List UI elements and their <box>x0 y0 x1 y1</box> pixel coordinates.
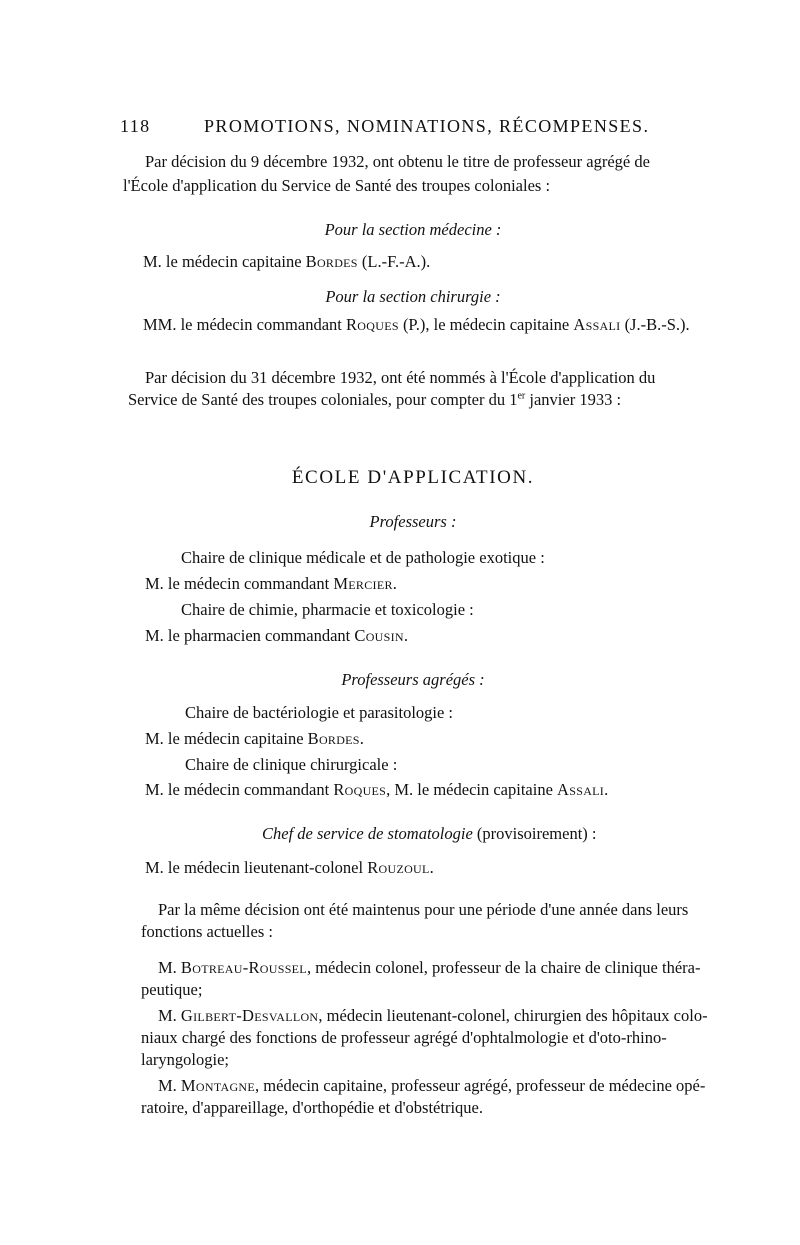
entry-2-line-2: niaux chargé des fonctions de professeur agrégé d'ophtalmologie et d'oto-rhino- <box>141 1028 667 1047</box>
para2-line1: Par décision du 31 décembre 1932, ont été nommés à l'École d'application du <box>145 368 656 387</box>
holder-name: Bordes <box>305 252 358 271</box>
professeurs-chair-2: Chaire de chimie, pharmacie et toxicologie : <box>181 600 474 619</box>
page-number: 118 <box>120 116 151 136</box>
holder-name: Rouzoul <box>367 858 430 877</box>
agreges-holder-1 <box>145 727 364 751</box>
holder-middle: , M. le médecin capitaine <box>386 780 558 799</box>
para2-line2 <box>128 388 621 412</box>
holder-prefix: M. le pharmacien commandant <box>145 626 355 645</box>
holder-name: Cousin <box>354 626 404 645</box>
para3-line2: fonctions actuelles : <box>141 922 273 941</box>
agreges-heading: Professeurs agrégés : <box>341 670 485 689</box>
holder-name-2: Assali <box>557 780 605 799</box>
para1-line1: Par décision du 9 décembre 1932, ont obtenu le titre de professeur agrégé de <box>145 152 650 171</box>
holder-suffix: . <box>429 858 434 877</box>
entry-3-line-1 <box>158 1074 705 1098</box>
holder-name-1: Roques <box>346 315 399 334</box>
holder-prefix: M. le médecin capitaine <box>145 729 308 748</box>
entry-prefix: M. <box>158 1006 181 1025</box>
entry-prefix: M. <box>158 1076 181 1095</box>
section-medecine-holder <box>143 250 430 274</box>
section-chirurgie-heading: Pour la section chirurgie : <box>325 287 501 306</box>
professeurs-chair-1: Chaire de clinique médicale et de pathologie exotique : <box>181 548 545 567</box>
holder-prefix: M. le médecin capitaine <box>143 252 306 271</box>
holder-name: Mercier <box>333 574 393 593</box>
para2-line2-end: janvier 1933 : <box>525 390 622 409</box>
holder-suffix: . <box>392 574 397 593</box>
ecole-heading: ÉCOLE D'APPLICATION. <box>291 467 535 488</box>
stomatologie-holder <box>145 856 434 880</box>
entry-3-line-2: ratoire, d'appareillage, d'orthopédie et d'obstétrique. <box>141 1098 483 1117</box>
holder-suffix: . <box>604 780 609 799</box>
agreges-chair-1: Chaire de bactériologie et parasitologie : <box>185 703 454 722</box>
stomatologie-heading-rest: (provisoirement) : <box>472 824 597 843</box>
entry-name: Gilbert-Desvallon <box>180 1006 319 1025</box>
holders-suffix: (J.-B.-S.). <box>620 315 690 334</box>
professeurs-heading: Professeurs : <box>369 512 457 531</box>
holder-prefix: M. le médecin commandant <box>145 574 334 593</box>
holder-suffix: . <box>359 729 364 748</box>
para2-line2-start: Service de Santé des troupes coloniales, pour compter du 1 <box>128 390 518 409</box>
professeurs-holder-2 <box>145 624 408 648</box>
holder-name: Bordes <box>307 729 360 748</box>
entry-1-line-2: peutique; <box>141 980 203 999</box>
section-medecine-heading: Pour la section médecine : <box>324 220 502 239</box>
stomatologie-heading-italic: Chef de service de stomatologie <box>262 824 473 843</box>
holder-prefix: M. le médecin commandant <box>145 780 334 799</box>
holder-suffix: . <box>403 626 408 645</box>
holder-suffix: (L.-F.-A.). <box>357 252 431 271</box>
entry-1-line-1 <box>158 956 700 980</box>
agreges-chair-2: Chaire de clinique chirurgicale : <box>185 755 398 774</box>
entry-text: , médecin lieutenant-colonel, chirurgien des hôpitaux colo- <box>318 1006 708 1025</box>
holders-prefix: MM. le médecin commandant <box>143 315 346 334</box>
holder-name-2: Assali <box>573 315 621 334</box>
ordinal-superscript: er <box>517 390 526 402</box>
entry-name: Montagne <box>180 1076 256 1095</box>
entry-text: , médecin capitaine, professeur agrégé, professeur de médecine opé- <box>255 1076 706 1095</box>
running-head-title: PROMOTIONS, NOMINATIONS, RÉCOMPENSES. <box>204 116 650 136</box>
para1-line2: l'École d'application du Service de Santé des troupes coloniales : <box>123 176 551 195</box>
holders-middle: (P.), le médecin capitaine <box>398 315 574 334</box>
professeurs-holder-1 <box>145 572 397 596</box>
entry-2-line-1 <box>158 1004 708 1028</box>
para3-line1: Par la même décision ont été maintenus pour une période d'une année dans leurs <box>158 900 689 919</box>
agreges-holder-2 <box>145 778 608 802</box>
entry-name: Botreau-Roussel <box>180 958 307 977</box>
entry-prefix: M. <box>158 958 181 977</box>
holder-name-1: Roques <box>333 780 387 799</box>
holder-prefix: M. le médecin lieutenant-colonel <box>145 858 368 877</box>
section-chirurgie-holders <box>143 313 690 337</box>
stomatologie-heading <box>262 822 597 846</box>
entry-text: , médecin colonel, professeur de la chaire de clinique théra- <box>306 958 701 977</box>
entry-2-line-3: laryngologie; <box>141 1050 229 1069</box>
